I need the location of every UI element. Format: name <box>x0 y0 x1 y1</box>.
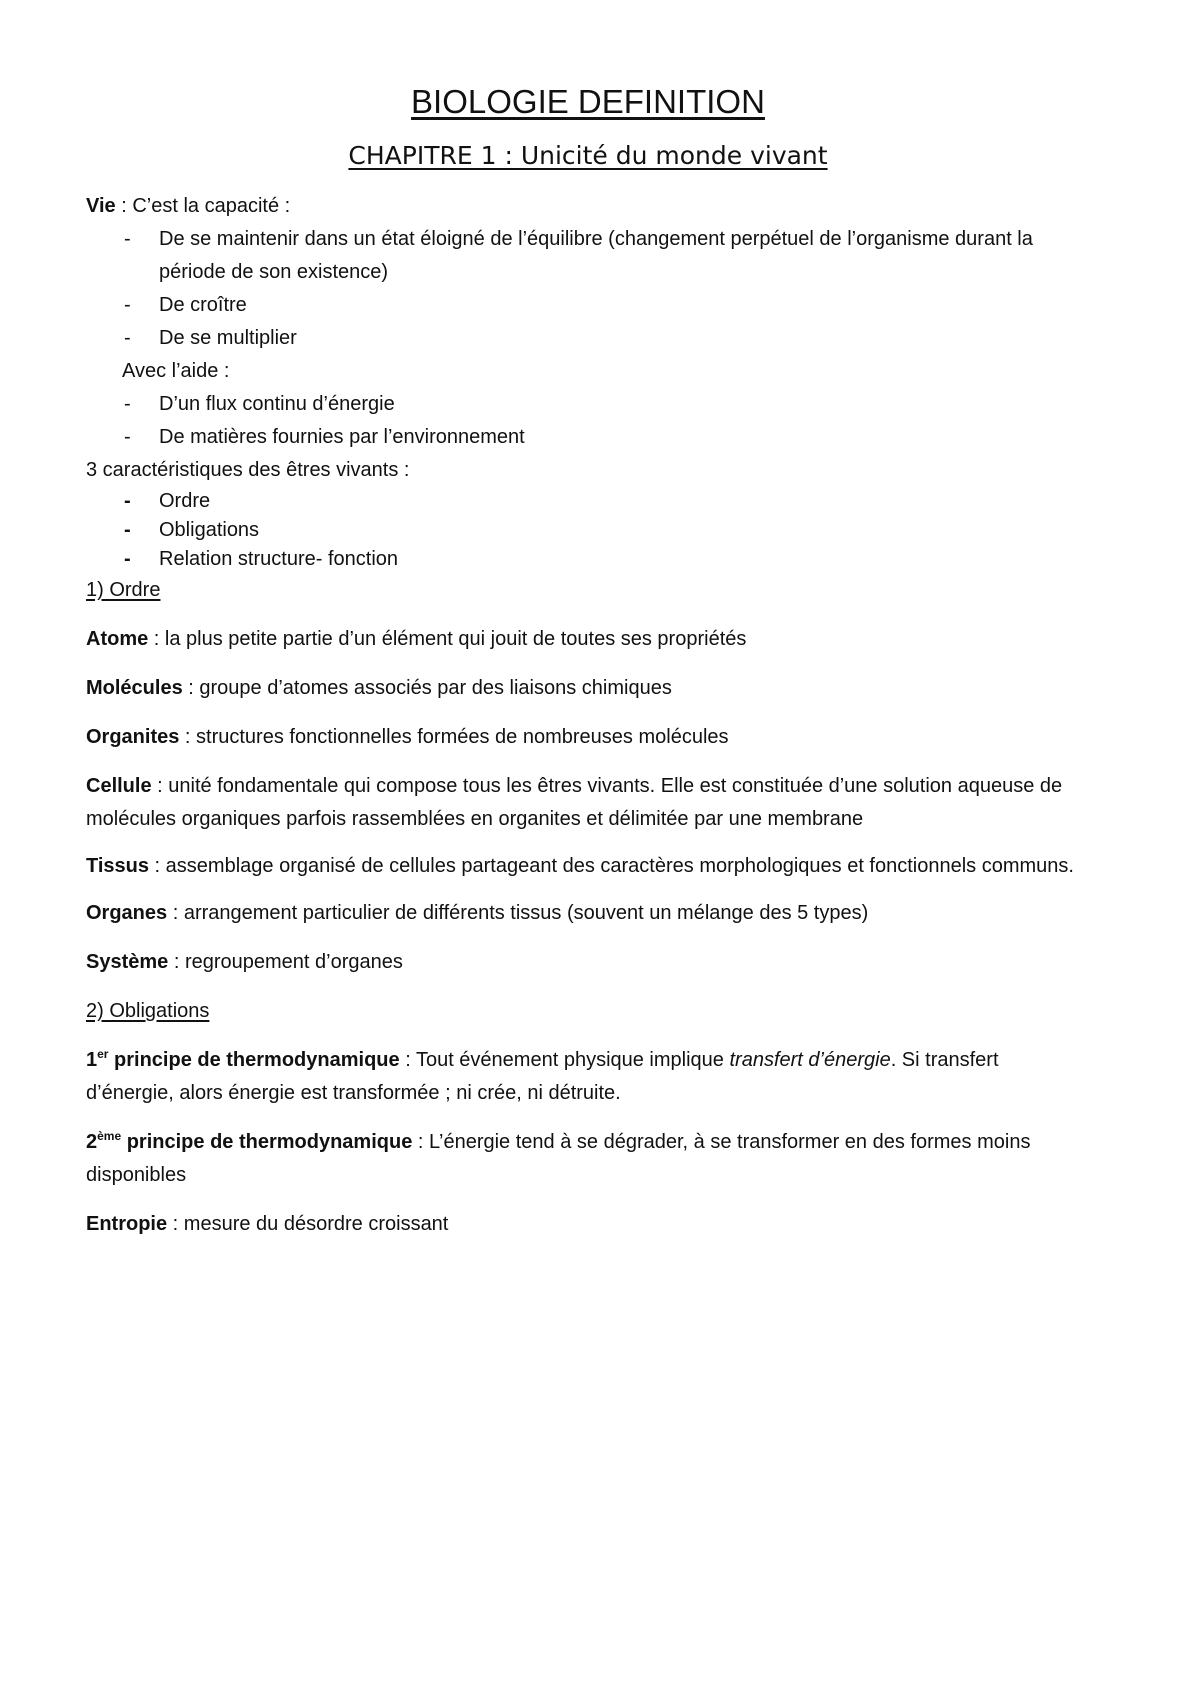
list-item: - Relation structure- fonction <box>86 545 1090 574</box>
term-vie: Vie <box>86 195 116 217</box>
vie-definition: Vie : C’est la capacité : <box>86 195 291 217</box>
section-heading-obligations: 2) Obligations <box>86 1000 210 1022</box>
list-item: - De se multiplier <box>86 322 1090 355</box>
document-title: BIOLOGIE DEFINITION <box>411 83 765 120</box>
list-item: - Obligations <box>86 516 1090 545</box>
definition-systeme: Système : regroupement d’organes <box>86 951 403 973</box>
list-item: - De se maintenir dans un état éloigné de l’équilibre (changement perpétuel de l’organisme durant la période de son existence) <box>86 223 1090 289</box>
section-heading-ordre: 1) Ordre <box>86 579 161 601</box>
definition-atome: Atome : la plus petite partie d’un élément qui jouit de toutes ses propriétés <box>86 628 747 650</box>
definition-organites: Organites : structures fonctionnelles formées de nombreuses molécules <box>86 726 729 748</box>
principe-2: 2ème principe de thermodynamique : L’énergie tend à se dégrader, à se transformer en des formes moins disponibles <box>86 1129 1031 1186</box>
list-item: - Ordre <box>86 487 1090 516</box>
definition-organes: Organes : arrangement particulier de différents tissus (souvent un mélange des 5 types) <box>86 902 869 924</box>
caracteristiques-list <box>86 487 1090 574</box>
chapter-title: CHAPITRE 1 : Unicité du monde vivant <box>348 141 828 170</box>
definition-entropie: Entropie : mesure du désordre croissant <box>86 1213 449 1235</box>
aide-list <box>86 388 1090 454</box>
vie-list <box>86 223 1090 355</box>
aide-label: Avec l’aide : <box>122 360 230 382</box>
definition-cellule: Cellule : unité fondamentale qui compose tous les êtres vivants. Elle est constituée d’une solution aqueuse de molécules organiques parfois rassemblées en organites et délimitée par une membrane <box>86 775 1063 830</box>
list-item: - De matières fournies par l’environnement <box>86 421 1090 454</box>
caracteristiques-intro: 3 caractéristiques des êtres vivants : <box>86 459 410 481</box>
list-item: - De croître <box>86 289 1090 322</box>
list-item: - D’un flux continu d’énergie <box>86 388 1090 421</box>
principe-1: 1er principe de thermodynamique : Tout événement physique implique transfert d’énergie. Si transfert d’énergie, alors énergie est transformée ; ni crée, ni détruite. <box>86 1047 999 1104</box>
definition-molecules: Molécules : groupe d’atomes associés par des liaisons chimiques <box>86 677 672 699</box>
definition-tissus: Tissus : assemblage organisé de cellules partageant des caractères morphologiques et fonctionnels communs. <box>86 855 1074 877</box>
